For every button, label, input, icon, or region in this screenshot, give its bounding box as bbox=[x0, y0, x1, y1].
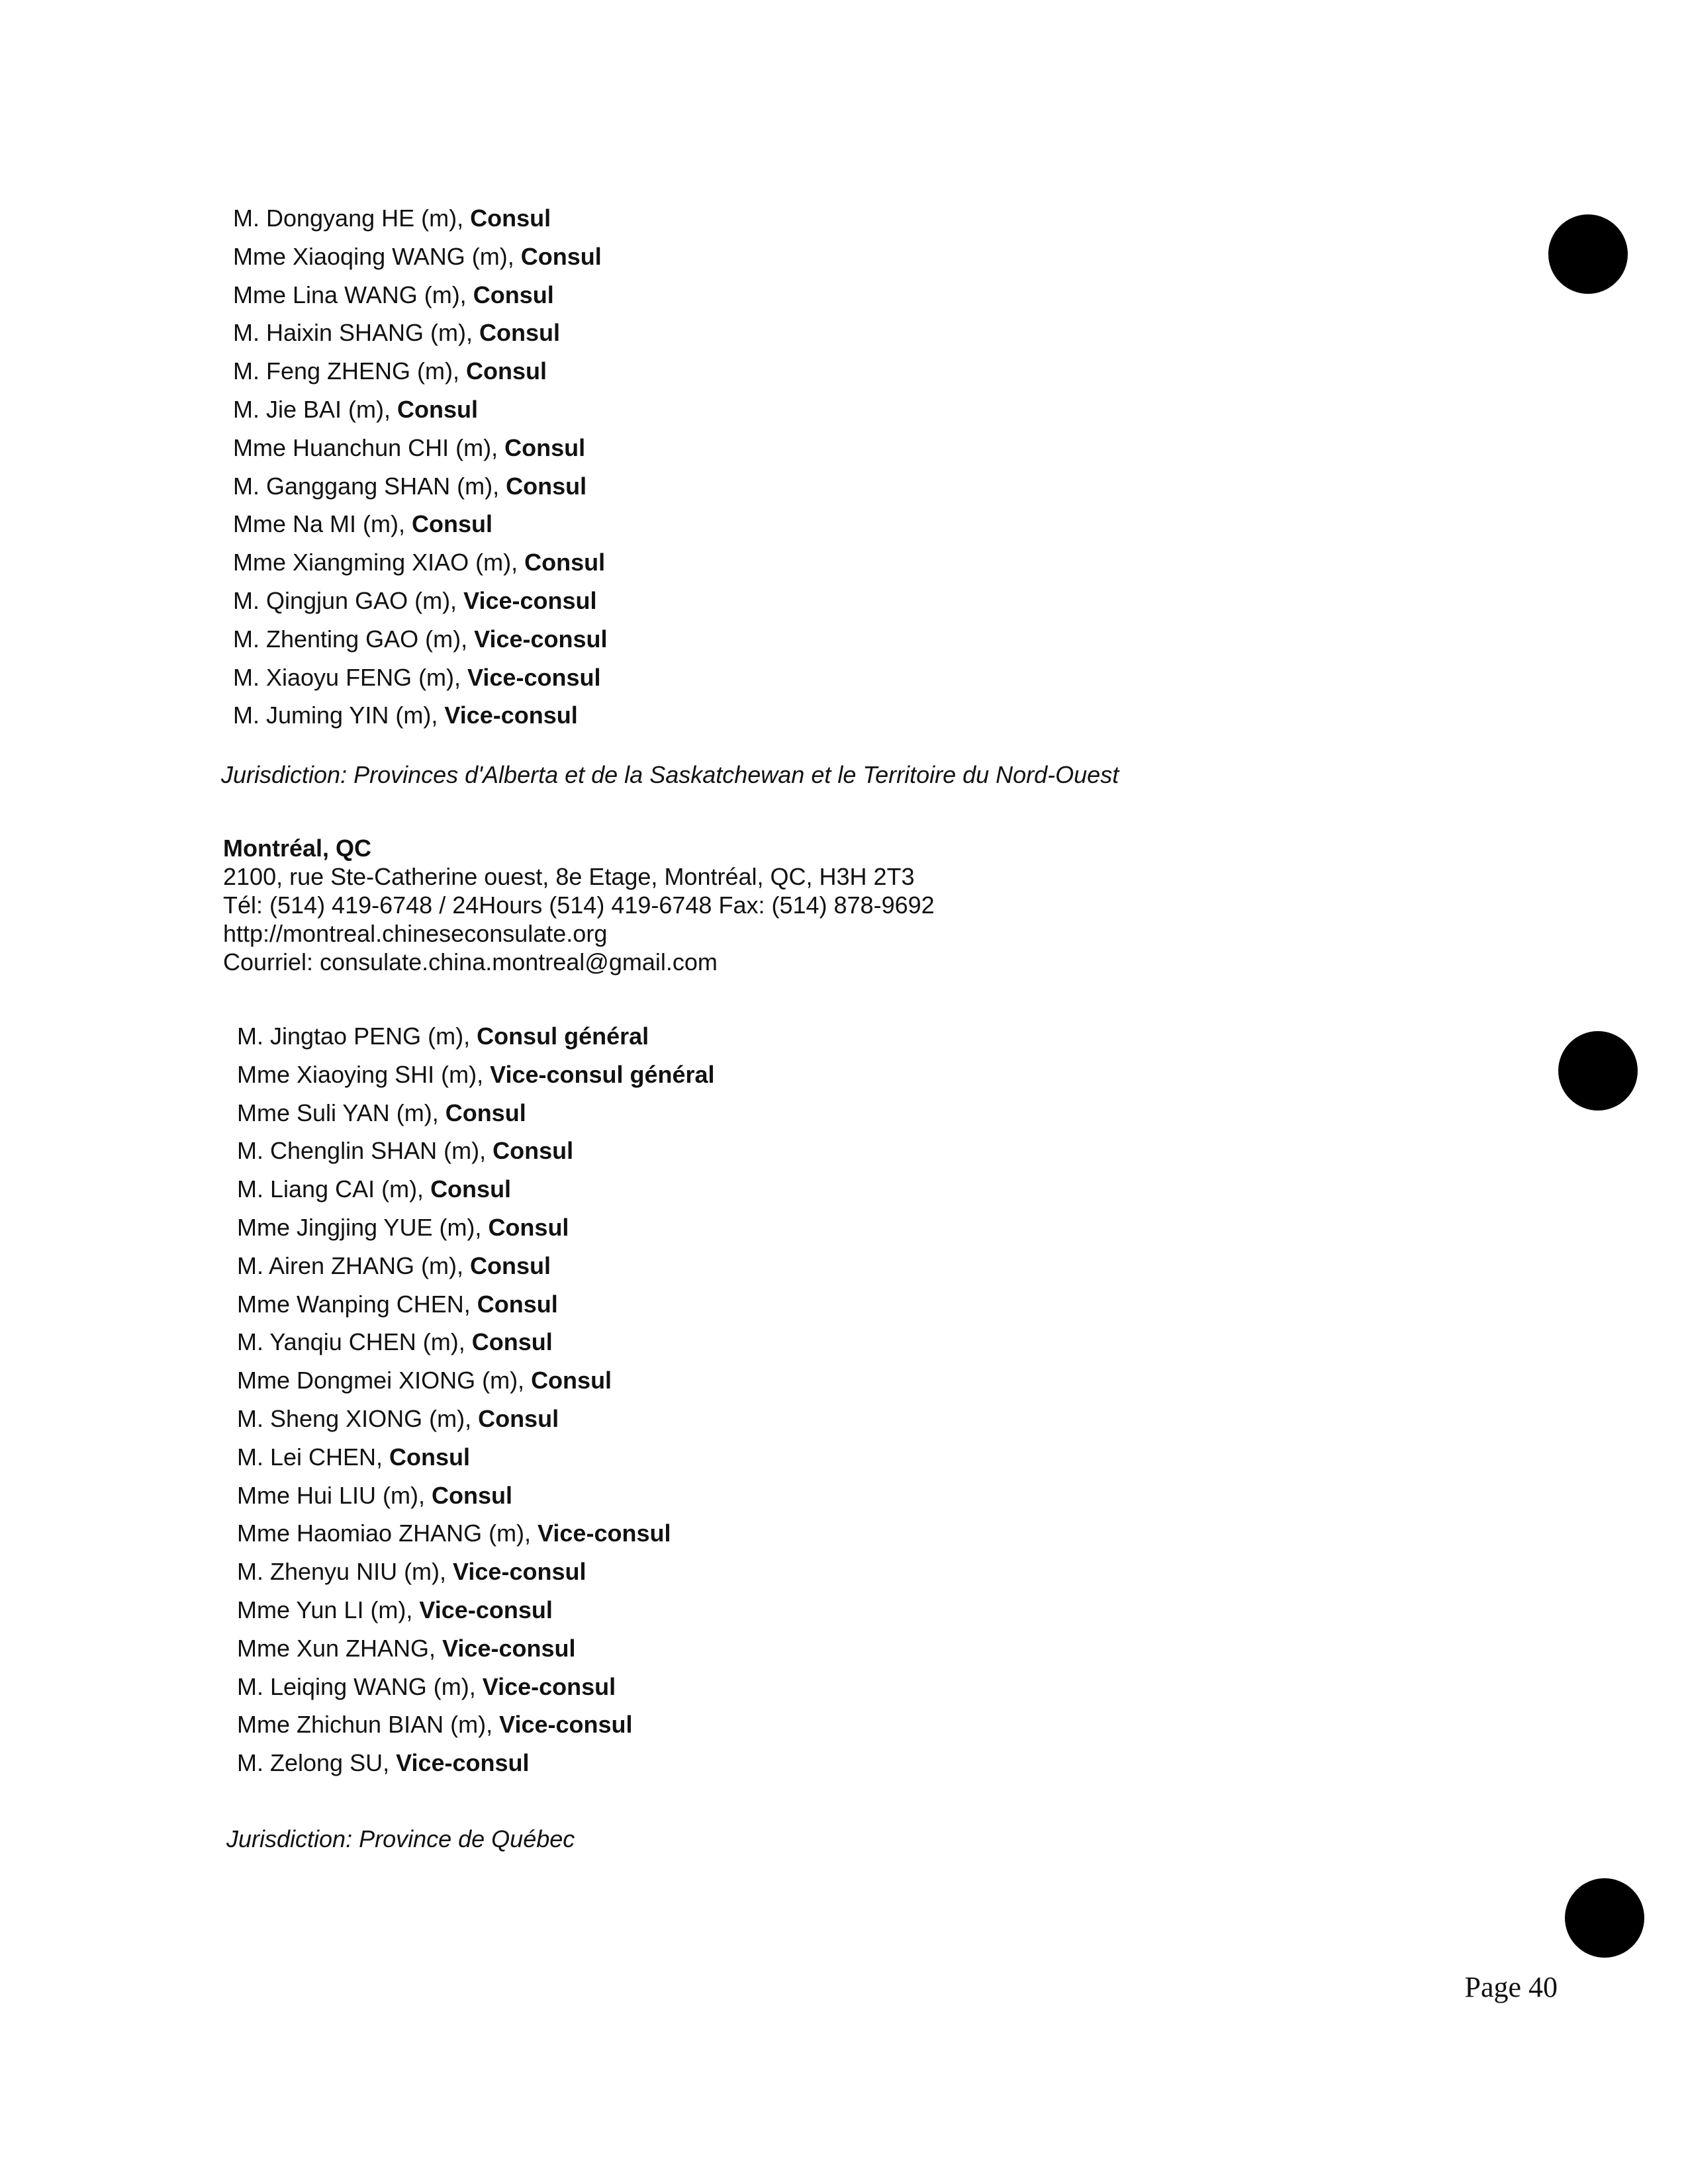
staff-name: Mme Huanchun CHI (m), bbox=[233, 433, 505, 461]
staff-name: M. Sheng XIONG (m), bbox=[237, 1404, 479, 1432]
staff-name: Mme Wanping CHEN, bbox=[237, 1290, 477, 1318]
staff-title: Vice-consul bbox=[463, 586, 597, 614]
staff-name: M. Jie BAI (m), bbox=[233, 395, 398, 423]
staff-name: Mme Zhichun BIAN (m), bbox=[237, 1711, 500, 1739]
staff-name: Mme Xiangming XIAO (m), bbox=[233, 549, 525, 576]
staff-title: Consul bbox=[397, 395, 479, 423]
staff-title: Consul bbox=[479, 319, 561, 347]
staff-name: M. Dongyang HE (m), bbox=[233, 205, 471, 232]
staff-entry bbox=[237, 1208, 715, 1247]
staff-entry bbox=[233, 659, 608, 697]
staff-entry bbox=[237, 1629, 715, 1668]
staff-name: Mme Yun LI (m), bbox=[237, 1596, 420, 1623]
staff-entry bbox=[233, 696, 608, 735]
staff-entry bbox=[237, 1285, 715, 1324]
staff-name: Mme Xun ZHANG, bbox=[237, 1634, 443, 1662]
staff-name: M. Chenglin SHAN (m), bbox=[237, 1137, 493, 1165]
staff-entry bbox=[233, 238, 608, 276]
staff-title: Consul bbox=[445, 1099, 526, 1126]
staff-entry bbox=[237, 1438, 715, 1477]
email-address: Courriel: consulate.china.montreal@gmail.com bbox=[223, 948, 718, 976]
staff-name: Mme Xiaoqing WANG (m), bbox=[233, 242, 521, 270]
staff-name: Mme Lina WANG (m), bbox=[233, 281, 473, 308]
staff-title: Consul bbox=[524, 549, 606, 576]
staff-title: Consul bbox=[478, 1404, 559, 1432]
staff-name: M. Haixin SHANG (m), bbox=[233, 319, 480, 347]
staff-entry bbox=[233, 543, 608, 582]
staff-name: M. Zelong SU, bbox=[237, 1749, 397, 1777]
staff-title: Vice-consul bbox=[453, 1558, 586, 1586]
page-number: Page 40 bbox=[1464, 1971, 1558, 2003]
staff-title: Consul bbox=[506, 472, 587, 500]
staff-title: Consul bbox=[492, 1137, 574, 1165]
staff-title: Consul bbox=[432, 1481, 513, 1509]
staff-title: Vice-consul général bbox=[490, 1060, 715, 1088]
staff-title: Vice-consul bbox=[474, 625, 608, 653]
staff-name: M. Feng ZHENG (m), bbox=[233, 357, 467, 385]
staff-entry bbox=[237, 1056, 715, 1094]
staff-name: Mme Haomiao ZHANG (m), bbox=[237, 1520, 538, 1547]
staff-entry bbox=[237, 1553, 715, 1591]
consulate-address-block bbox=[223, 834, 935, 976]
staff-entry bbox=[233, 467, 608, 506]
staff-title: Consul général bbox=[477, 1023, 649, 1050]
staff-entry bbox=[237, 1094, 715, 1132]
staff-title: Vice-consul bbox=[467, 663, 601, 691]
staff-title: Vice-consul bbox=[444, 702, 578, 729]
staff-entry bbox=[233, 276, 608, 314]
staff-title: Consul bbox=[488, 1213, 569, 1241]
staff-title: Consul bbox=[471, 1328, 553, 1356]
staff-name: Mme Dongmei XIONG (m), bbox=[237, 1367, 532, 1394]
staff-list-montreal bbox=[237, 1017, 715, 1782]
staff-title: Consul bbox=[466, 357, 547, 385]
staff-entry bbox=[237, 1400, 715, 1438]
jurisdiction-note: Jurisdiction: Provinces d'Alberta et de la Saskatchewan et le Territoire du Nord-Ouest bbox=[221, 761, 1119, 788]
staff-name: M. Ganggang SHAN (m), bbox=[233, 472, 506, 500]
staff-title: Consul bbox=[520, 242, 602, 270]
staff-title: Consul bbox=[411, 510, 492, 538]
staff-title: Vice-consul bbox=[442, 1634, 576, 1662]
staff-entry bbox=[237, 1017, 715, 1056]
street-address: 2100, rue Ste-Catherine ouest, 8e Etage, Montréal, QC, H3H 2T3 bbox=[223, 863, 915, 890]
staff-title: Consul bbox=[470, 1251, 551, 1279]
staff-entry bbox=[237, 1247, 715, 1285]
punch-hole-mark bbox=[1565, 1878, 1644, 1958]
staff-name: Mme Xiaoying SHI (m), bbox=[237, 1060, 491, 1088]
staff-entry bbox=[233, 352, 608, 390]
staff-title: Vice-consul bbox=[482, 1672, 616, 1700]
phone-fax: Tél: (514) 419-6748 / 24Hours (514) 419-6748 Fax: (514) 878-9692 bbox=[223, 891, 935, 919]
staff-entry bbox=[237, 1170, 715, 1208]
staff-name: M. Juming YIN (m), bbox=[233, 702, 445, 729]
staff-entry bbox=[237, 1706, 715, 1744]
staff-title: Vice-consul bbox=[538, 1520, 671, 1547]
punch-hole-mark bbox=[1548, 214, 1628, 294]
staff-entry bbox=[237, 1477, 715, 1515]
staff-name: Mme Hui LIU (m), bbox=[237, 1481, 432, 1509]
staff-name: M. Zhenyu NIU (m), bbox=[237, 1558, 453, 1586]
staff-entry bbox=[233, 199, 608, 238]
staff-title: Consul bbox=[430, 1175, 512, 1203]
staff-name: M. Yanqiu CHEN (m), bbox=[237, 1328, 472, 1356]
staff-name: M. Zhenting GAO (m), bbox=[233, 625, 475, 653]
staff-title: Vice-consul bbox=[499, 1711, 633, 1739]
jurisdiction-note: Jurisdiction: Province de Québec bbox=[226, 1825, 575, 1852]
staff-entry bbox=[237, 1361, 715, 1400]
staff-entry bbox=[237, 1591, 715, 1629]
staff-name: M. Lei CHEN, bbox=[237, 1443, 390, 1471]
staff-title: Consul bbox=[531, 1367, 612, 1394]
staff-name: M. Qingjun GAO (m), bbox=[233, 586, 464, 614]
punch-hole-mark bbox=[1558, 1031, 1638, 1111]
staff-entry bbox=[233, 429, 608, 467]
staff-name: M. Jingtao PENG (m), bbox=[237, 1023, 477, 1050]
staff-entry bbox=[233, 390, 608, 429]
staff-entry bbox=[233, 620, 608, 659]
staff-name: M. Leiqing WANG (m), bbox=[237, 1672, 483, 1700]
staff-title: Consul bbox=[473, 281, 554, 308]
staff-title: Consul bbox=[477, 1290, 558, 1318]
staff-name: M. Xiaoyu FENG (m), bbox=[233, 663, 468, 691]
consulate-city-heading: Montréal, QC bbox=[223, 835, 372, 862]
staff-entry bbox=[237, 1323, 715, 1361]
staff-name: Mme Na MI (m), bbox=[233, 510, 412, 538]
staff-title: Consul bbox=[470, 205, 551, 232]
staff-entry bbox=[237, 1668, 715, 1706]
website-url: http://montreal.chineseconsulate.org bbox=[223, 920, 608, 947]
staff-name: Mme Suli YAN (m), bbox=[237, 1099, 445, 1126]
staff-entry bbox=[237, 1744, 715, 1782]
staff-entry bbox=[237, 1132, 715, 1170]
staff-name: M. Liang CAI (m), bbox=[237, 1175, 431, 1203]
staff-name: Mme Jingjing YUE (m), bbox=[237, 1213, 489, 1241]
staff-title: Vice-consul bbox=[396, 1749, 530, 1777]
staff-entry bbox=[233, 505, 608, 543]
staff-title: Vice-consul bbox=[419, 1596, 553, 1623]
staff-title: Consul bbox=[389, 1443, 471, 1471]
staff-name: M. Airen ZHANG (m), bbox=[237, 1251, 471, 1279]
staff-title: Consul bbox=[504, 433, 586, 461]
staff-entry bbox=[233, 314, 608, 352]
staff-entry bbox=[237, 1514, 715, 1553]
staff-list-previous-consulate bbox=[233, 199, 608, 735]
staff-entry bbox=[233, 582, 608, 620]
